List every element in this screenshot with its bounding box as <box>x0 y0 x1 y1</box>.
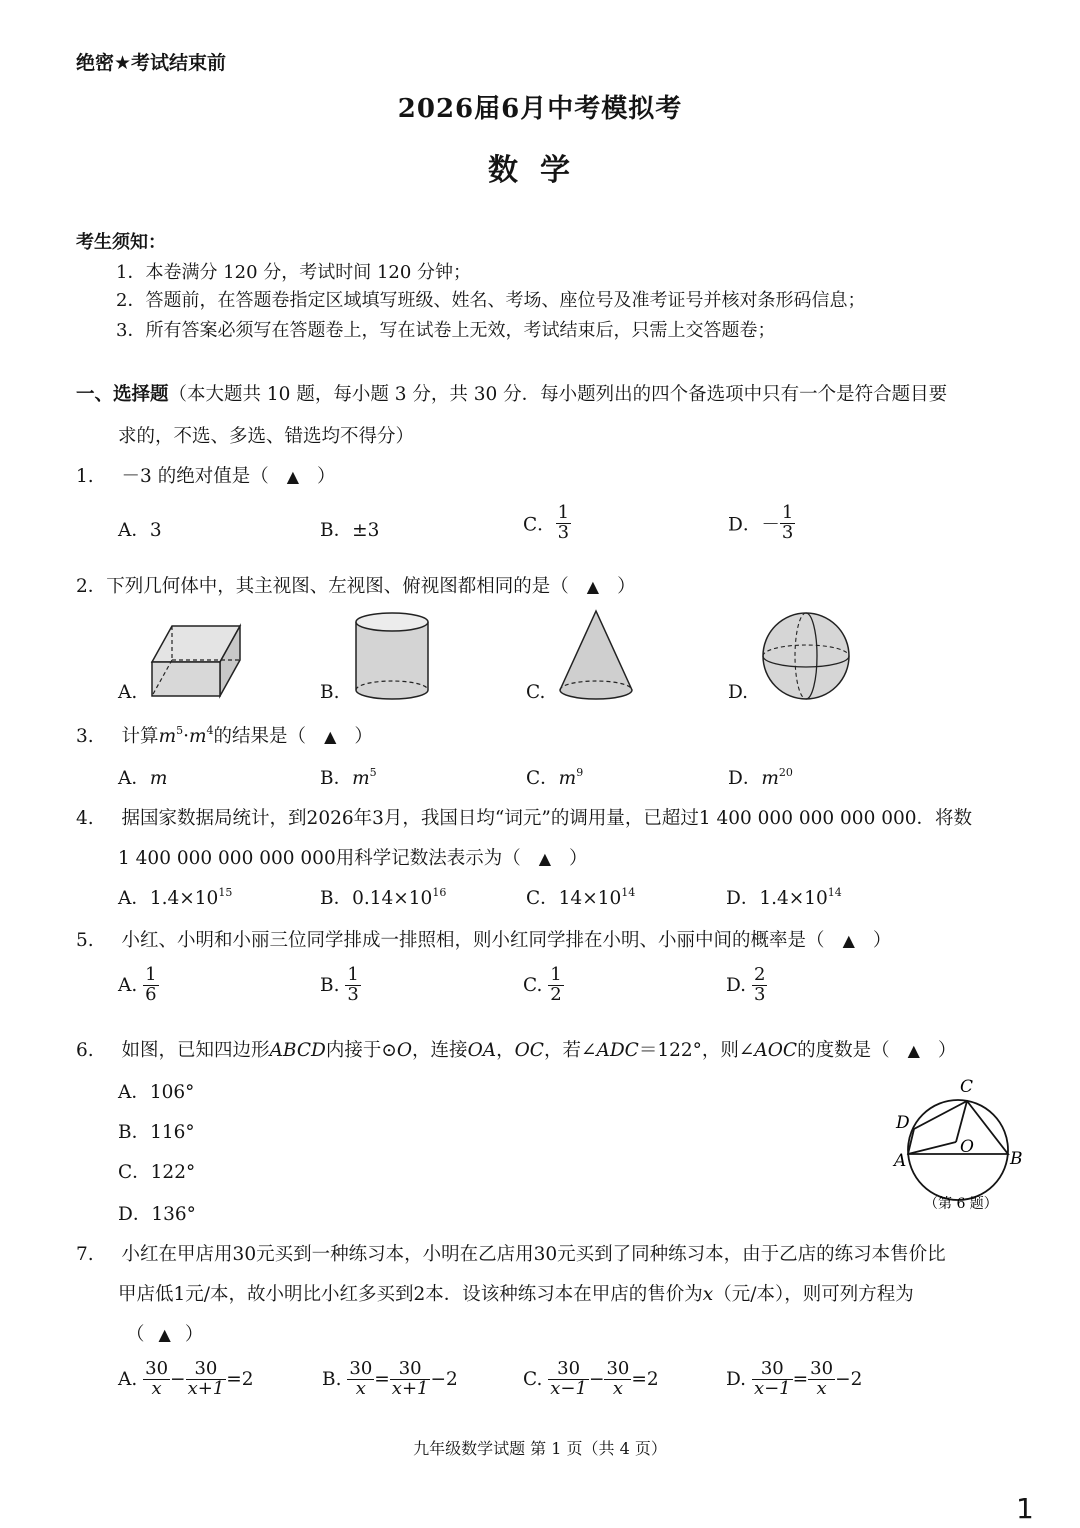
section-description: （本大题共 10 题，每小题 3 分，共 30 分．每小题列出的四个备选项中只有一个是符合题目要 <box>168 384 948 405</box>
numerator: 1 <box>550 964 562 985</box>
fraction <box>390 1360 431 1399</box>
q5-option-d <box>726 966 767 1005</box>
var-m: m <box>558 768 577 789</box>
var-m: m <box>149 768 168 789</box>
q4-option-c <box>526 884 635 910</box>
option-label: A. <box>118 974 138 996</box>
answer-mark: ▲ <box>324 727 337 746</box>
var-x: x <box>702 1284 714 1305</box>
section-heading <box>76 380 947 406</box>
denominator: 3 <box>781 521 794 543</box>
question-text: 2．下列几何体中，其主视图、左视图、俯视图都相同的是（ <box>76 576 569 597</box>
question-7-cont <box>118 1280 914 1306</box>
paren-close: ） <box>937 1040 957 1061</box>
rhs: −2 <box>835 1368 863 1390</box>
q7-option-c <box>523 1360 659 1399</box>
denominator: 3 <box>753 983 766 1005</box>
question-4-cont <box>118 844 588 870</box>
q3-option-c <box>526 764 583 790</box>
rhs: −2 <box>430 1368 458 1390</box>
question-text: 据国家数据局统计，到2026年3月，我国日均“词元”的调用量，已超过1 400 000 000 000 000．将数 <box>121 808 973 829</box>
option-text: C．14×10 <box>526 888 622 909</box>
exponent: 5 <box>176 724 184 737</box>
option-label: D．－ <box>728 514 780 536</box>
section-description-cont: 求的，不选、多选、错选均不得分） <box>118 426 415 447</box>
denominator: x <box>816 1377 827 1399</box>
notice-title: 考生须知： <box>76 232 166 253</box>
fraction <box>347 1360 374 1399</box>
var-m: m <box>352 768 370 789</box>
denominator: 6 <box>145 983 157 1005</box>
q4-option-a <box>118 884 232 910</box>
q1-option-b: B．±3 <box>320 520 380 541</box>
option-label: A. <box>118 1368 138 1390</box>
numerator: 2 <box>753 964 766 985</box>
math-var: OA <box>467 1040 497 1061</box>
question-text: ＝122°，则∠ <box>638 1040 755 1061</box>
label-a: A <box>894 1151 907 1171</box>
exponent: 20 <box>778 766 793 779</box>
q2-option-c: C. <box>526 682 546 703</box>
numerator: 1 <box>781 502 794 523</box>
notice-item: 2．答题前，在答题卷指定区域填写班级、姓名、考场、座位号及准考证号并核对条形码信息； <box>116 290 866 311</box>
cone-figure <box>558 608 636 702</box>
notice-item: 3．所有答案必须写在答题卷上，写在试卷上无效，考试结束后，只需上交答题卷； <box>116 320 776 341</box>
fraction <box>345 966 360 1005</box>
denominator: 3 <box>347 983 359 1005</box>
numerator: 30 <box>752 1360 793 1380</box>
rhs: =2 <box>226 1368 254 1390</box>
question-text: 甲店低1元/本，故小明比小红多买到2本．设该种练习本在甲店的售价为 <box>118 1284 703 1305</box>
cylinder-figure <box>352 610 432 702</box>
answer-mark: ▲ <box>907 1041 920 1060</box>
dot-operator: · <box>183 726 189 747</box>
numerator: 30 <box>186 1360 227 1380</box>
numerator: 30 <box>145 1358 169 1379</box>
q6-geometry-figure <box>890 1074 1030 1216</box>
answer-mark: ▲ <box>842 931 855 950</box>
math-var: AOC <box>754 1040 798 1061</box>
fraction <box>143 966 158 1005</box>
question-number: 1. <box>76 466 94 487</box>
label-b: B <box>1010 1149 1023 1169</box>
option-text: B．0.14×10 <box>320 888 433 909</box>
option-label: D. <box>726 1368 747 1390</box>
fraction <box>752 1360 793 1399</box>
notice-item: 1．本卷满分 120 分，考试时间 120 分钟； <box>116 262 472 283</box>
numerator: 30 <box>548 1360 589 1380</box>
q6-option-c: C．122° <box>118 1162 196 1183</box>
question-text: 小红、小明和小丽三位同学排成一排照相，则小红同学排在小明、小丽中间的概率是（ <box>121 930 825 951</box>
numerator: 30 <box>390 1360 431 1380</box>
exponent: 9 <box>576 766 584 779</box>
operator: − <box>588 1368 605 1390</box>
q3-option-b <box>320 764 377 790</box>
math-var: ABCD <box>269 1040 326 1061</box>
q4-option-b <box>320 884 446 910</box>
exponent: 15 <box>218 886 233 899</box>
q7-option-b <box>322 1360 458 1399</box>
numerator: 30 <box>606 1358 630 1379</box>
fraction <box>752 966 767 1005</box>
fraction <box>808 1360 835 1399</box>
answer-mark: ▲ <box>158 1325 171 1344</box>
numerator: 30 <box>810 1358 834 1379</box>
question-4 <box>76 804 972 830</box>
option-label: D. <box>726 974 747 996</box>
question-number: 7. <box>76 1244 94 1265</box>
denominator: x <box>151 1377 162 1399</box>
fraction <box>186 1360 227 1399</box>
fraction <box>548 966 563 1005</box>
operator: = <box>374 1368 390 1390</box>
question-text: 的度数是（ <box>797 1040 890 1061</box>
question-7 <box>76 1240 946 1266</box>
paren-close: ） <box>317 466 336 487</box>
option-label: B． <box>320 768 353 789</box>
q3-option-a <box>118 764 167 790</box>
question-text-pre: 计算 <box>121 726 159 747</box>
question-text: ， <box>496 1040 515 1061</box>
var-m: m <box>189 726 207 747</box>
fraction <box>604 1360 631 1399</box>
numerator: 30 <box>349 1358 373 1379</box>
denominator: 2 <box>550 983 562 1005</box>
paren-close: ） <box>569 848 588 869</box>
answer-mark: ▲ <box>538 849 552 868</box>
fraction <box>780 504 795 543</box>
question-5 <box>76 926 891 952</box>
option-text: A．1.4×10 <box>118 888 219 909</box>
confidential-label: 绝密★考试结束前 <box>76 52 227 74</box>
question-1 <box>76 462 336 488</box>
question-text: 如图，已知四边形 <box>121 1040 270 1061</box>
q1-option-d <box>728 504 795 543</box>
question-text: （元/本），则可列方程为 <box>713 1284 914 1305</box>
option-label: C. <box>523 974 543 996</box>
question-2 <box>76 572 636 598</box>
option-label: B. <box>322 1368 342 1390</box>
exponent: 4 <box>206 724 214 737</box>
numerator: 1 <box>347 964 359 985</box>
var-m: m <box>158 726 177 747</box>
label-o: O <box>960 1137 974 1157</box>
paren-close: ） <box>184 1324 204 1345</box>
denominator: x−1 <box>550 1377 587 1399</box>
question-number: 5. <box>76 930 94 951</box>
section-title: 一、选择题 <box>76 384 169 405</box>
q2-option-d: D. <box>728 682 749 703</box>
paren-open: （ <box>126 1324 145 1345</box>
q3-option-d <box>728 764 793 790</box>
cuboid-figure <box>148 622 244 698</box>
math-var: ADC <box>596 1040 639 1061</box>
numerator: 1 <box>145 964 157 985</box>
exponent: 16 <box>432 886 447 899</box>
option-label: D． <box>728 768 762 789</box>
fraction <box>143 1360 170 1399</box>
numerator: 1 <box>557 502 570 523</box>
figure-caption: （第 6 题） <box>924 1196 998 1212</box>
option-label: B. <box>320 974 340 996</box>
q5-option-c <box>523 966 564 1005</box>
q7-option-a <box>118 1360 254 1399</box>
option-label: C. <box>523 1368 543 1390</box>
fraction <box>548 1360 589 1399</box>
exponent: 5 <box>369 766 377 779</box>
question-text: ，若∠ <box>543 1040 597 1061</box>
q7-option-d <box>726 1360 862 1399</box>
paren-close: ） <box>872 930 892 951</box>
option-text: D．1.4×10 <box>726 888 828 909</box>
var-m: m <box>761 768 779 789</box>
q5-option-a <box>118 966 159 1005</box>
q6-option-b: B．116° <box>118 1122 195 1143</box>
math-var: OC <box>514 1040 544 1061</box>
label-d: D <box>896 1113 910 1133</box>
q1-option-c <box>523 504 571 543</box>
label-c: C <box>960 1077 974 1097</box>
denominator: x <box>355 1377 366 1399</box>
q2-option-a: A. <box>118 682 138 703</box>
question-number: 3. <box>76 726 94 747</box>
exam-title: 2026届6月中考模拟考 <box>397 94 683 124</box>
q6-option-a: A．106° <box>118 1082 195 1103</box>
option-label: C． <box>526 768 559 789</box>
denominator: x−1 <box>753 1377 791 1399</box>
denominator: x+1 <box>391 1377 429 1399</box>
question-text: 小红在甲店用30元买到一种练习本，小明在乙店用30元买到了同种练习本，由于乙店的练习本售价比 <box>121 1244 946 1265</box>
page-footer: 九年级数学试题 第 1 页（共 4 页） <box>413 1439 667 1458</box>
option-label: C． <box>523 514 556 536</box>
fraction <box>556 504 571 543</box>
q1-option-a: A．3 <box>118 520 162 541</box>
q5-option-b <box>320 966 361 1005</box>
question-3 <box>76 722 373 748</box>
question-text: 1 400 000 000 000 000用科学记数法表示为（ <box>118 848 521 869</box>
subject-title: 数学 <box>488 153 592 188</box>
paren-close: ） <box>354 726 373 747</box>
question-number: 6. <box>76 1040 94 1061</box>
denominator: 3 <box>557 521 570 543</box>
page-number: 1 <box>1016 1492 1034 1525</box>
question-text: 内接于⊙ <box>325 1040 397 1061</box>
denominator: x+1 <box>187 1377 225 1399</box>
question-text: －3 的绝对值是（ <box>121 466 269 487</box>
question-7-answer-slot <box>126 1320 203 1346</box>
option-label: A． <box>118 768 150 789</box>
rhs: =2 <box>631 1368 659 1390</box>
question-number: 4. <box>76 808 94 829</box>
question-6 <box>76 1036 956 1062</box>
exponent: 14 <box>621 886 636 899</box>
q2-option-b: B. <box>320 682 340 703</box>
q6-option-d: D．136° <box>118 1204 196 1225</box>
paren-close: ） <box>617 576 636 597</box>
q4-option-d <box>726 884 842 910</box>
operator: = <box>792 1368 809 1390</box>
question-text-post: 的结果是（ <box>213 726 307 747</box>
answer-mark: ▲ <box>286 467 300 486</box>
exponent: 14 <box>827 886 842 899</box>
denominator: x <box>612 1377 624 1399</box>
sphere-figure <box>760 610 852 702</box>
math-var: O <box>396 1040 413 1061</box>
operator: − <box>170 1368 186 1390</box>
answer-mark: ▲ <box>586 577 600 596</box>
question-text: ，连接 <box>412 1040 468 1061</box>
